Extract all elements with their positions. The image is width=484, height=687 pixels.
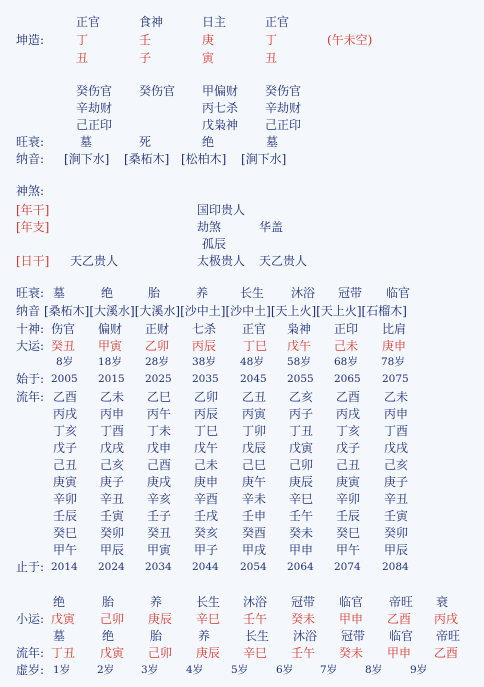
xiaoyun-liunian-0: 丁丑 xyxy=(51,646,76,660)
flow-year-2-7: 壬子 xyxy=(147,509,172,523)
shensha-item-0-0: 国印贵人 xyxy=(197,203,246,217)
flow-year-4-4: 己巳 xyxy=(242,458,267,472)
hidden-stem-3-2: 己正印 xyxy=(265,118,302,132)
xiaoyun-age-1: 2岁 xyxy=(97,664,115,676)
flow-year-0-3: 戊子 xyxy=(53,441,78,455)
flow-year-0-2: 丁亥 xyxy=(53,424,78,438)
flow-year-6-8: 癸巳 xyxy=(336,526,361,540)
dayun-age-6: 68岁 xyxy=(334,356,358,368)
xiaoyun-age-8: 9岁 xyxy=(410,664,428,676)
dayun-start-year-4: 2045 xyxy=(240,373,267,385)
dayun-god-3: 七杀 xyxy=(192,322,217,336)
shensha-label-year-branch: [年支] xyxy=(16,220,50,234)
xiaoyun-liunian-8: 乙酉 xyxy=(434,646,459,660)
void-note: (午未空) xyxy=(327,33,373,47)
liunian-state-3: 养 xyxy=(198,629,211,643)
flow-year-7-9: 甲辰 xyxy=(384,543,409,557)
natal-state-1: 死 xyxy=(139,135,152,149)
shensha-item-1-1: 华盖 xyxy=(259,220,284,234)
xiaoyun-age-3: 4岁 xyxy=(186,664,204,676)
flow-year-3-9: 甲子 xyxy=(194,543,219,557)
dayun-age-0: 8岁 xyxy=(56,356,74,368)
xiaoyun-run-5: 癸未 xyxy=(291,612,316,626)
dayun-age-5: 58岁 xyxy=(287,356,311,368)
liunian-state-8: 帝旺 xyxy=(436,629,461,643)
dayun-state-4: 长生 xyxy=(240,286,265,300)
liunian-state-4: 长生 xyxy=(245,629,270,643)
shensha-item-1-2: 孤辰 xyxy=(202,237,227,251)
flow-year-6-6: 辛卯 xyxy=(336,492,361,506)
dayun-age-7: 78岁 xyxy=(381,356,405,368)
natal-nayin-2: [松柏木] xyxy=(181,152,227,166)
xiaoyun-run-2: 庚辰 xyxy=(148,612,173,626)
flow-year-1-1: 丙申 xyxy=(100,407,125,421)
flow-year-0-7: 壬辰 xyxy=(53,509,78,523)
dayun-start-year-3: 2035 xyxy=(192,373,219,385)
xiaoyun-state-1: 胎 xyxy=(102,595,115,609)
natal-state-0: 墓 xyxy=(80,135,93,149)
flow-year-0-8: 癸巳 xyxy=(53,526,78,540)
flow-year-4-9: 甲戌 xyxy=(242,543,267,557)
flow-year-2-9: 甲寅 xyxy=(147,543,172,557)
flow-year-5-5: 庚辰 xyxy=(289,475,314,489)
flow-year-5-1: 丙子 xyxy=(289,407,314,421)
flow-year-7-4: 己亥 xyxy=(384,458,409,472)
dayun-end-year-6: 2074 xyxy=(334,561,361,573)
natal-state-2: 绝 xyxy=(202,135,215,149)
flow-year-7-2: 丁酉 xyxy=(384,424,409,438)
flow-year-1-4: 己亥 xyxy=(100,458,125,472)
dayun-run-4: 丁巳 xyxy=(243,339,268,353)
dayun-state-7: 临官 xyxy=(386,286,411,300)
dayun-run-5: 戊午 xyxy=(287,339,312,353)
natal-nayin-3: [涧下水] xyxy=(241,152,287,166)
xiaoyun-age-5: 6岁 xyxy=(276,664,294,676)
flow-year-6-5: 庚寅 xyxy=(336,475,361,489)
xiaoyun-age-2: 3岁 xyxy=(141,664,159,676)
dayun-end-year-0: 2014 xyxy=(51,561,78,573)
dayun-end-year-7: 2084 xyxy=(382,561,409,573)
stem-god-3: 正官 xyxy=(265,15,290,29)
flow-year-3-2: 丁巳 xyxy=(194,424,219,438)
dayun-state-1: 绝 xyxy=(101,286,114,300)
dayun-age-3: 38岁 xyxy=(192,356,216,368)
flow-year-6-3: 戊子 xyxy=(336,441,361,455)
heavenly-stem-1: 壬 xyxy=(139,33,152,47)
flow-year-3-5: 庚申 xyxy=(194,475,219,489)
flow-year-3-4: 己未 xyxy=(194,458,219,472)
natal-state-3: 墓 xyxy=(266,135,279,149)
xiaoyun-liunian-label: 流年: xyxy=(16,646,45,660)
xiaoyun-run-4: 壬午 xyxy=(243,612,268,626)
liunian-state-7: 临官 xyxy=(389,629,414,643)
flow-year-2-1: 丙午 xyxy=(147,407,172,421)
flow-year-3-6: 辛酉 xyxy=(194,492,219,506)
flow-year-4-1: 丙寅 xyxy=(242,407,267,421)
flow-year-4-7: 壬申 xyxy=(242,509,267,523)
earthly-branch-2: 寅 xyxy=(202,51,215,65)
hidden-stem-0-2: 己正印 xyxy=(76,118,113,132)
hidden-stem-1-0: 癸伤官 xyxy=(139,84,176,98)
xiaoyun-age-6: 7岁 xyxy=(320,664,338,676)
flow-year-2-4: 己酉 xyxy=(147,458,172,472)
flow-year-3-8: 癸亥 xyxy=(194,526,219,540)
hidden-stem-3-0: 癸伤官 xyxy=(265,84,302,98)
dayun-god-7: 比肩 xyxy=(382,322,407,336)
dayun-end-year-4: 2054 xyxy=(240,561,267,573)
stem-god-1: 食神 xyxy=(139,15,164,29)
xiaoyun-label: 小运: xyxy=(16,612,45,626)
dayun-state-0: 墓 xyxy=(53,286,66,300)
dayun-god-2: 正财 xyxy=(145,322,170,336)
xiaoyun-run-7: 乙酉 xyxy=(387,612,412,626)
xiaoyun-liunian-3: 庚辰 xyxy=(196,646,221,660)
liunian-state-6: 冠带 xyxy=(341,629,366,643)
flow-year-7-1: 丙申 xyxy=(384,407,409,421)
dayun-god-0: 伤官 xyxy=(51,322,76,336)
shensha-item-1-0: 劫煞 xyxy=(197,220,222,234)
flow-year-5-7: 壬午 xyxy=(289,509,314,523)
flow-year-3-1: 丙辰 xyxy=(194,407,219,421)
flow-year-3-0: 乙卯 xyxy=(194,390,219,404)
earthly-branch-1: 子 xyxy=(139,51,152,65)
flow-year-6-7: 壬辰 xyxy=(336,509,361,523)
flow-year-6-0: 乙酉 xyxy=(336,390,361,404)
heavenly-stem-3: 丁 xyxy=(265,33,278,47)
flow-year-2-0: 乙巳 xyxy=(147,390,172,404)
flow-year-3-7: 壬戌 xyxy=(194,509,219,523)
liunian-state-0: 墓 xyxy=(53,629,66,643)
dayun-end-year-2: 2034 xyxy=(145,561,172,573)
shensha-label-day-stem: [日干] xyxy=(16,254,50,268)
dayun-end-year-1: 2024 xyxy=(98,561,125,573)
stem-god-0: 正官 xyxy=(76,15,101,29)
flow-year-1-9: 甲辰 xyxy=(100,543,125,557)
heavenly-stem-2: 庚 xyxy=(202,33,215,47)
flow-year-0-1: 丙戌 xyxy=(53,407,78,421)
hidden-stem-0-0: 癸伤官 xyxy=(76,84,113,98)
flow-year-3-3: 戊午 xyxy=(194,441,219,455)
flow-year-4-2: 丁卯 xyxy=(242,424,267,438)
shensha-item-2-1: 太极贵人 xyxy=(197,254,246,268)
flow-year-4-3: 戊辰 xyxy=(242,441,267,455)
dayun-run-1: 甲寅 xyxy=(98,339,123,353)
heavenly-stem-0: 丁 xyxy=(76,33,89,47)
dayun-end-year-5: 2064 xyxy=(287,561,314,573)
xiaoyun-age-4: 5岁 xyxy=(231,664,249,676)
hidden-stem-2-2: 戊枭神 xyxy=(202,118,239,132)
state-label: 旺衰: xyxy=(16,135,45,149)
xiaoyun-liunian-2: 己卯 xyxy=(148,646,173,660)
dayun-run-3: 丙辰 xyxy=(192,339,217,353)
natal-nayin-1: [桑柘木] xyxy=(124,152,170,166)
xiaoyun-state-4: 沐浴 xyxy=(243,595,268,609)
xiaoyun-liunian-1: 戊寅 xyxy=(100,646,125,660)
xiaoyun-liunian-5: 壬午 xyxy=(291,646,316,660)
dayun-run-label: 大运: xyxy=(16,339,45,353)
xiaoyun-run-6: 甲申 xyxy=(339,612,364,626)
dayun-flow-label: 流年: xyxy=(16,390,45,404)
flow-year-0-0: 乙酉 xyxy=(53,390,78,404)
flow-year-1-2: 丁酉 xyxy=(100,424,125,438)
flow-year-7-0: 乙未 xyxy=(384,390,409,404)
dayun-start-year-6: 2065 xyxy=(334,373,361,385)
xiaoyun-state-7: 帝旺 xyxy=(389,595,414,609)
dayun-nayin-label: 纳音 xyxy=(16,304,41,318)
xiaoyun-run-8: 丙戌 xyxy=(434,612,459,626)
hidden-stem-3-1: 辛劫财 xyxy=(265,101,302,115)
flow-year-1-7: 壬寅 xyxy=(100,509,125,523)
dayun-end-label: 止于: xyxy=(16,560,45,574)
flow-year-5-2: 丁丑 xyxy=(289,424,314,438)
shensha-item-2-2: 天乙贵人 xyxy=(259,254,308,268)
dayun-age-1: 18岁 xyxy=(98,356,122,368)
hidden-stem-2-0: 甲偏财 xyxy=(202,84,239,98)
flow-year-1-6: 辛丑 xyxy=(100,492,125,506)
flow-year-6-2: 丁亥 xyxy=(336,424,361,438)
dayun-start-year-5: 2055 xyxy=(287,373,314,385)
earthly-branch-0: 丑 xyxy=(76,51,89,65)
flow-year-4-6: 辛未 xyxy=(242,492,267,506)
xiaoyun-state-2: 养 xyxy=(150,595,163,609)
dayun-run-6: 己未 xyxy=(334,339,359,353)
flow-year-2-6: 辛亥 xyxy=(147,492,172,506)
hidden-stem-0-1: 辛劫财 xyxy=(76,101,113,115)
shensha-title: 神煞: xyxy=(16,184,45,198)
flow-year-7-6: 辛丑 xyxy=(384,492,409,506)
xiaoyun-run-1: 己卯 xyxy=(100,612,125,626)
dayun-god-label: 十神: xyxy=(16,322,45,336)
dayun-god-4: 正官 xyxy=(242,322,267,336)
gender-label: 坤造: xyxy=(16,33,45,47)
xiaoyun-liunian-7: 甲申 xyxy=(387,646,412,660)
hidden-stem-2-1: 丙七杀 xyxy=(202,101,239,115)
flow-year-4-5: 庚午 xyxy=(242,475,267,489)
xiaoyun-run-3: 辛巳 xyxy=(196,612,221,626)
dayun-state-2: 胎 xyxy=(148,286,161,300)
stem-god-2: 日主 xyxy=(202,15,227,29)
dayun-state-3: 养 xyxy=(196,286,209,300)
xiaoyun-liunian-6: 癸未 xyxy=(339,646,364,660)
flow-year-0-4: 己丑 xyxy=(53,458,78,472)
dayun-god-6: 正印 xyxy=(334,322,359,336)
dayun-run-7: 庚申 xyxy=(382,339,407,353)
flow-year-7-5: 庚子 xyxy=(384,475,409,489)
flow-year-0-9: 甲午 xyxy=(53,543,78,557)
liunian-state-1: 绝 xyxy=(102,629,115,643)
flow-year-2-8: 癸丑 xyxy=(147,526,172,540)
dayun-end-year-3: 2044 xyxy=(192,561,219,573)
xiaoyun-age-7: 8岁 xyxy=(365,664,383,676)
flow-year-0-5: 庚寅 xyxy=(53,475,78,489)
dayun-age-4: 48岁 xyxy=(240,356,264,368)
shensha-item-2-0: 天乙贵人 xyxy=(70,254,119,268)
dayun-run-2: 乙卯 xyxy=(145,339,170,353)
flow-year-0-6: 辛卯 xyxy=(53,492,78,506)
flow-year-1-3: 戊戌 xyxy=(100,441,125,455)
xiaoyun-age-label: 虚岁: xyxy=(16,663,45,677)
flow-year-4-0: 乙丑 xyxy=(242,390,267,404)
flow-year-5-4: 己卯 xyxy=(289,458,314,472)
xiaoyun-liunian-4: 辛巳 xyxy=(243,646,268,660)
nayin-label: 纳音: xyxy=(16,152,45,166)
flow-year-6-4: 己丑 xyxy=(336,458,361,472)
flow-year-1-5: 庚子 xyxy=(100,475,125,489)
dayun-start-year-1: 2015 xyxy=(98,373,125,385)
flow-year-2-5: 庚戌 xyxy=(147,475,172,489)
dayun-state-6: 冠带 xyxy=(338,286,363,300)
dayun-state-label: 旺衰: xyxy=(16,286,45,300)
flow-year-6-1: 丙戌 xyxy=(336,407,361,421)
liunian-state-2: 胎 xyxy=(150,629,163,643)
flow-year-5-3: 戊寅 xyxy=(289,441,314,455)
flow-year-5-6: 辛巳 xyxy=(289,492,314,506)
flow-year-6-9: 甲午 xyxy=(336,543,361,557)
flow-year-7-3: 戊戌 xyxy=(384,441,409,455)
flow-year-5-8: 癸未 xyxy=(289,526,314,540)
dayun-start-year-2: 2025 xyxy=(145,373,172,385)
flow-year-2-2: 丁未 xyxy=(147,424,172,438)
flow-year-1-8: 癸卯 xyxy=(100,526,125,540)
dayun-nayin-row: [桑柘木][大溪水][大溪水][沙中土][沙中土][天上火][天上火][石榴木] xyxy=(44,304,407,318)
dayun-run-0: 癸丑 xyxy=(51,339,76,353)
earthly-branch-3: 丑 xyxy=(265,51,278,65)
dayun-god-5: 枭神 xyxy=(287,322,312,336)
shensha-label-year-stem: [年干] xyxy=(16,203,50,217)
flow-year-7-7: 壬寅 xyxy=(384,509,409,523)
xiaoyun-age-0: 1岁 xyxy=(53,664,71,676)
xiaoyun-state-0: 绝 xyxy=(53,595,66,609)
dayun-start-year-7: 2075 xyxy=(382,373,409,385)
dayun-age-2: 28岁 xyxy=(145,356,169,368)
xiaoyun-state-3: 长生 xyxy=(196,595,221,609)
flow-year-5-0: 乙亥 xyxy=(289,390,314,404)
flow-year-1-0: 乙未 xyxy=(100,390,125,404)
xiaoyun-state-6: 临官 xyxy=(339,595,364,609)
natal-nayin-0: [涧下水] xyxy=(64,152,110,166)
flow-year-4-8: 癸酉 xyxy=(242,526,267,540)
dayun-state-5: 沐浴 xyxy=(291,286,316,300)
xiaoyun-run-0: 戊寅 xyxy=(51,612,76,626)
flow-year-5-9: 甲申 xyxy=(289,543,314,557)
flow-year-2-3: 戊申 xyxy=(147,441,172,455)
xiaoyun-state-5: 冠带 xyxy=(291,595,316,609)
dayun-god-1: 偏财 xyxy=(98,322,123,336)
liunian-state-5: 沐浴 xyxy=(293,629,318,643)
dayun-start-year-0: 2005 xyxy=(51,373,78,385)
flow-year-7-8: 癸卯 xyxy=(384,526,409,540)
xiaoyun-state-8: 衰 xyxy=(436,595,449,609)
dayun-start-label: 始于: xyxy=(16,372,45,386)
